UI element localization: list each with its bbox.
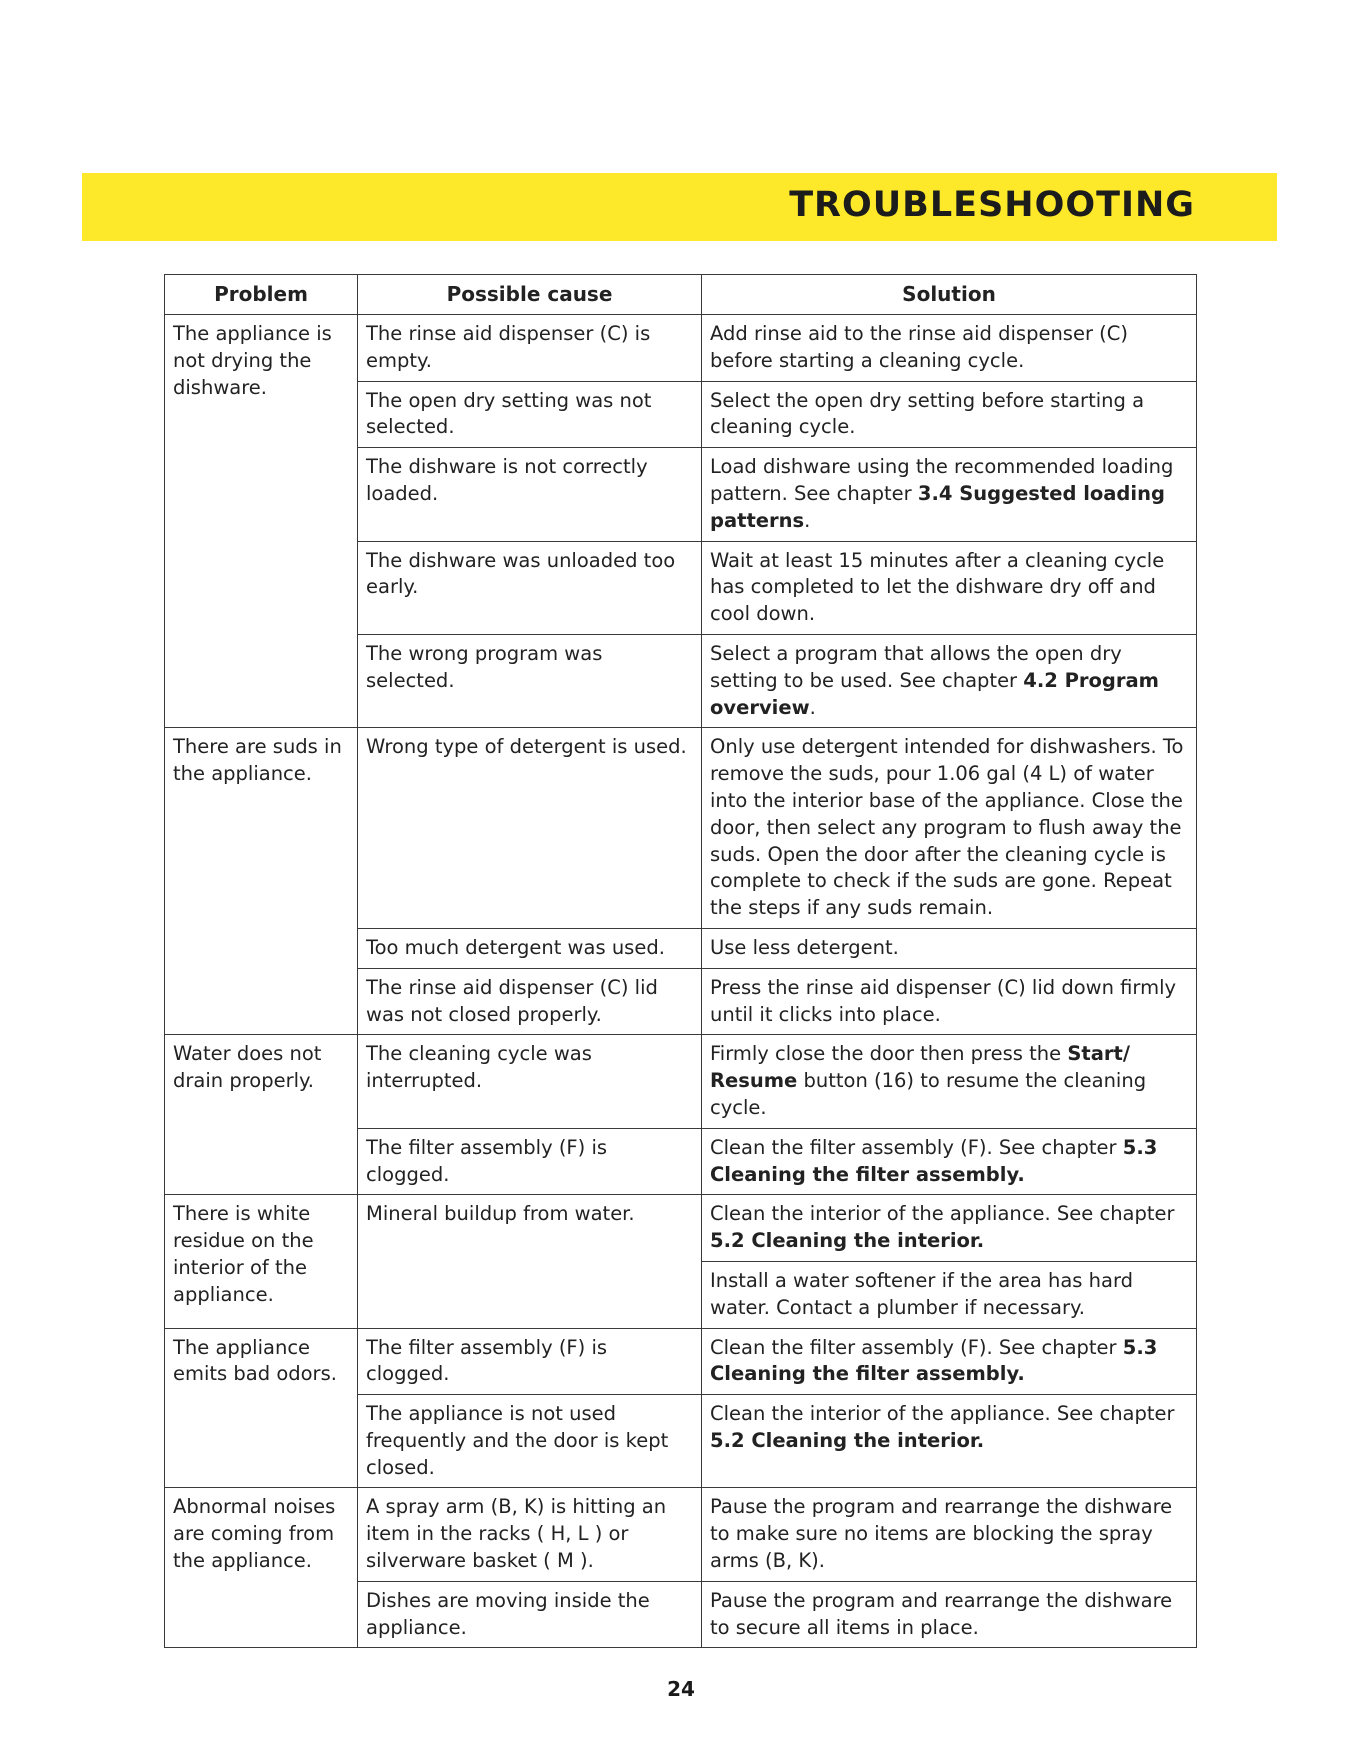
problem-cell: There is white residue on the interior of the appliance.: [165, 1195, 358, 1328]
table-row: [165, 1195, 1197, 1262]
problem-cell: Abnormal noises are coming from the appliance.: [165, 1488, 358, 1648]
solution-text: Press the rinse aid dispenser (C) lid down firmly until it clicks into place.: [710, 975, 1177, 1026]
problem-cell: The appliance is not drying the dishware.: [165, 315, 358, 728]
solution-cell: [702, 1128, 1197, 1195]
chapter-reference: 5.3 Cleaning the filter assembly.: [710, 1135, 1158, 1186]
column-header-cause: Possible cause: [358, 275, 702, 315]
chapter-reference: Start/ Resume: [710, 1042, 1130, 1093]
problem-cell: Water does not drain properly.: [165, 1035, 358, 1195]
solution-cell: [702, 928, 1197, 968]
solution-text: .: [809, 695, 816, 719]
chapter-reference: 5.2 Cleaning the interior.: [710, 1428, 985, 1452]
solution-cell: [702, 1581, 1197, 1648]
column-header-solution: Solution: [702, 275, 1197, 315]
solution-text: Clean the interior of the appliance. See chapter: [710, 1402, 1175, 1426]
problem-cell: There are suds in the appliance.: [165, 728, 358, 1035]
solution-text: Select the open dry setting before starting a cleaning cycle.: [710, 388, 1145, 439]
solution-text: Load dishware using the recommended loading pattern. See chapter: [710, 455, 1174, 505]
solution-cell: [702, 634, 1197, 727]
solution-text: Firmly close the door then press the: [710, 1042, 1068, 1066]
solution-text: Wait at least 15 minutes after a cleaning cycle has completed to let the dishware dry off and cool down.: [710, 548, 1165, 626]
table-body: [165, 315, 1197, 1648]
solution-cell: [702, 1488, 1197, 1581]
solution-cell: [702, 1328, 1197, 1395]
chapter-reference: 3.4 Suggested loading patterns: [710, 481, 1165, 532]
solution-text: Pause the program and rearrange the dishware to make sure no items are blocking the spray arms (B, K).: [710, 1495, 1173, 1573]
cause-cell: The dishware is not correctly loaded.: [358, 448, 702, 541]
solution-cell: [702, 448, 1197, 541]
solution-cell: [702, 1195, 1197, 1262]
table-row: [165, 1328, 1197, 1395]
page-title: TROUBLESHOOTING: [789, 185, 1195, 225]
solution-text: Add rinse aid to the rinse aid dispenser (C) before starting a cleaning cycle.: [710, 322, 1129, 372]
cause-cell: Dishes are moving inside the appliance.: [358, 1581, 702, 1648]
cause-cell: Mineral buildup from water.: [358, 1195, 702, 1328]
chapter-reference: 5.2 Cleaning the interior.: [710, 1229, 985, 1253]
table-header-row: [165, 275, 1197, 315]
page-number: 24: [667, 1677, 695, 1701]
cause-cell: The filter assembly (F) is clogged.: [358, 1128, 702, 1195]
solution-cell: [702, 381, 1197, 448]
solution-text: Only use detergent intended for dishwashers. To remove the suds, pour 1.06 gal (4 L) of water into the interior base of the appliance. Close the door, then select any program to flush away the suds. Open the door after the cleaning cycle is complete to check if the suds are gone. Repeat the steps if any suds remain.: [710, 735, 1184, 920]
cause-cell: Wrong type of detergent is used.: [358, 728, 702, 929]
cause-cell: A spray arm (B, K) is hitting an item in the racks ( H, L ) or silverware basket ( M ).: [358, 1488, 702, 1581]
solution-cell: [702, 1261, 1197, 1328]
chapter-reference: 4.2 Program overview: [710, 668, 1159, 719]
solution-text: Install a water softener if the area has hard water. Contact a plumber if necessary.: [710, 1268, 1134, 1319]
cause-cell: The filter assembly (F) is clogged.: [358, 1328, 702, 1395]
troubleshooting-table: [164, 274, 1197, 1648]
solution-cell: [702, 728, 1197, 929]
cause-cell: The rinse aid dispenser (C) lid was not closed properly.: [358, 968, 702, 1035]
column-header-problem: Problem: [165, 275, 358, 315]
solution-text: button (16) to resume the cleaning cycle.: [710, 1069, 1147, 1119]
cause-cell: The wrong program was selected.: [358, 634, 702, 727]
solution-text: Clean the interior of the appliance. See chapter: [710, 1202, 1175, 1226]
solution-text: Select a program that allows the open dry setting to be used. See chapter: [710, 641, 1122, 692]
solution-cell: [702, 541, 1197, 634]
cause-cell: The rinse aid dispenser (C) is empty.: [358, 315, 702, 382]
section-banner: [82, 173, 1277, 241]
cause-cell: The cleaning cycle was interrupted.: [358, 1035, 702, 1128]
cause-cell: Too much detergent was used.: [358, 928, 702, 968]
solution-text: Clean the filter assembly (F). See chapter: [710, 1135, 1123, 1159]
chapter-reference: 5.3 Cleaning the filter assembly.: [710, 1335, 1158, 1386]
solution-cell: [702, 1035, 1197, 1128]
solution-text: .: [804, 508, 811, 532]
cause-cell: The appliance is not used frequently and the door is kept closed.: [358, 1395, 702, 1488]
solution-text: Use less detergent.: [710, 935, 899, 959]
table-row: [165, 728, 1197, 929]
solution-cell: [702, 968, 1197, 1035]
solution-text: Clean the filter assembly (F). See chapter: [710, 1335, 1123, 1359]
cause-cell: The dishware was unloaded too early.: [358, 541, 702, 634]
solution-cell: [702, 1395, 1197, 1488]
problem-cell: The appliance emits bad odors.: [165, 1328, 358, 1488]
table-row: [165, 1035, 1197, 1128]
solution-text: Pause the program and rearrange the dishware to secure all items in place.: [710, 1588, 1173, 1639]
cause-cell: The open dry setting was not selected.: [358, 381, 702, 448]
table-row: [165, 1488, 1197, 1581]
table-row: [165, 315, 1197, 382]
solution-cell: [702, 315, 1197, 382]
